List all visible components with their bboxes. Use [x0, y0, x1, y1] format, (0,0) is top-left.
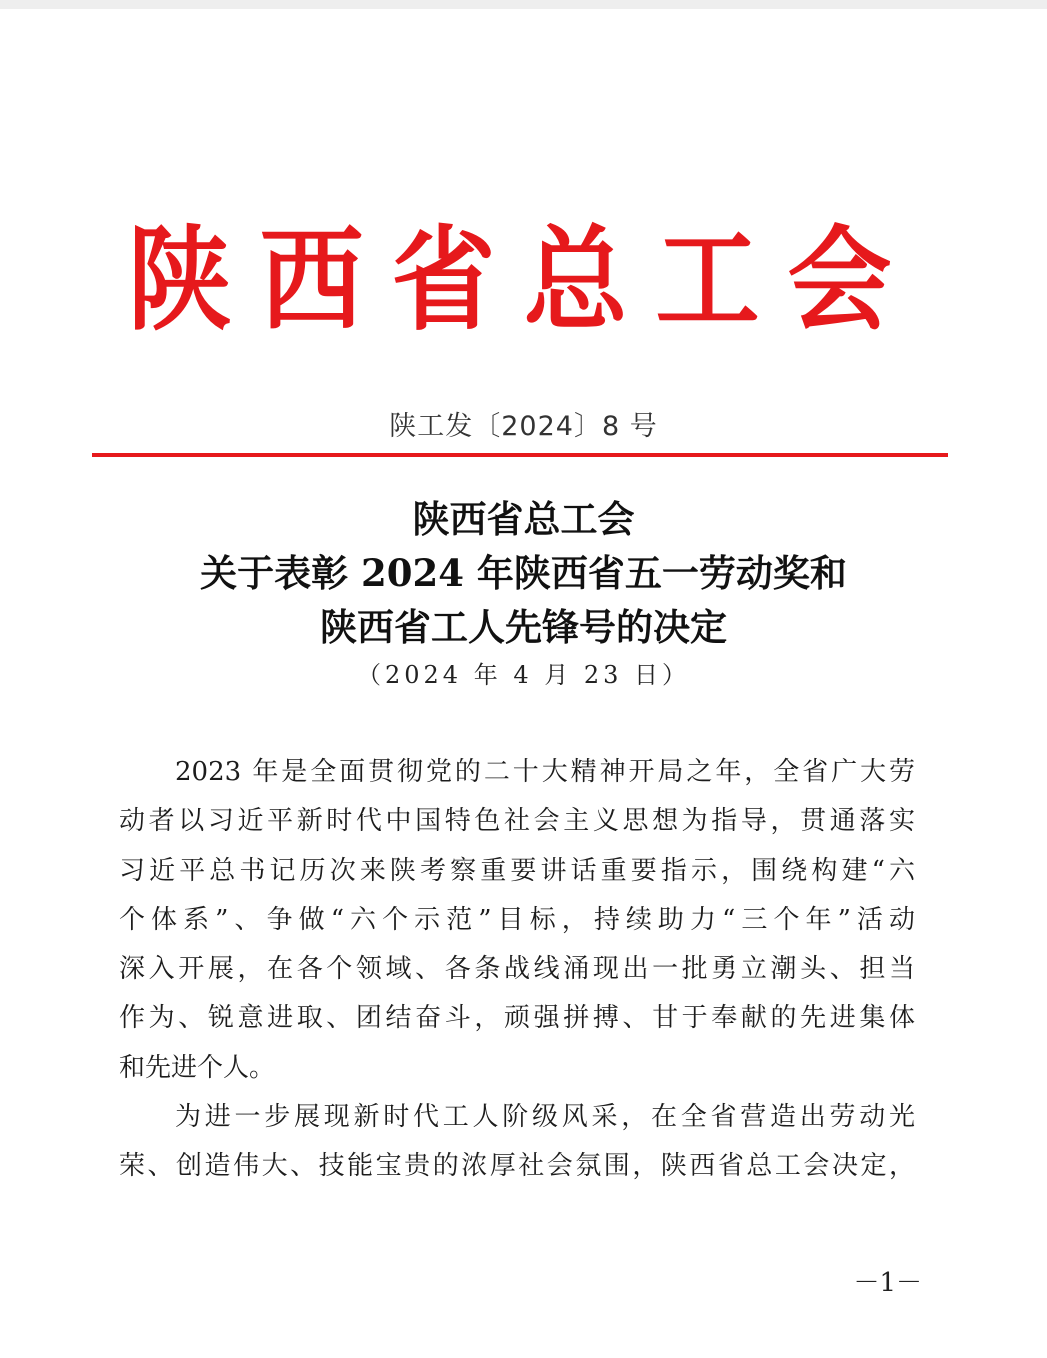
body-line: 动者以习近平新时代中国特色社会主义思想为指导，贯通落实	[119, 806, 915, 837]
body-line: 个体系”、争做“六个示范”目标，持续助力“三个年”活动	[119, 904, 915, 935]
body-line: 为进一步展现新时代工人阶级风采，在全省营造出劳动光	[175, 1102, 915, 1133]
top-strip	[0, 0, 1047, 9]
title-line-3: 陕西省工人先锋号的决定	[320, 605, 727, 649]
header-red-rule	[92, 453, 948, 457]
body-line: 和先进个人。	[119, 1052, 276, 1083]
org-masthead: 陕西省总工会	[127, 214, 920, 346]
page-number: －1－	[853, 1268, 922, 1298]
body-line: 深入开展，在各个领域、各条战线涌现出一批勇立潮头、担当	[119, 954, 915, 985]
title-line-1: 陕西省总工会	[412, 497, 635, 541]
document-header	[0, 205, 1047, 355]
document-body	[119, 748, 915, 1192]
paragraph-1	[119, 748, 915, 1093]
title-line-2: 关于表彰 2024 年陕西省五一劳动奖和	[200, 551, 847, 595]
body-line: 作为、锐意进取、团结奋斗，顽强拼搏、甘于奉献的先进集体	[119, 1003, 915, 1034]
body-line: 习近平总书记历次来陕考察重要讲话重要指示，围绕构建“六	[119, 855, 915, 886]
document-number: 陕工发〔2024〕8 号	[389, 411, 658, 442]
body-line: 2023 年是全面贯彻党的二十大精神开局之年，全省广大劳	[175, 757, 915, 787]
body-line: 荣、创造伟大、技能宝贵的浓厚社会氛围，陕西省总工会决定，	[119, 1151, 915, 1182]
document-title	[0, 492, 1047, 654]
paragraph-2	[119, 1093, 915, 1192]
document-date: （2024 年 4 月 23 日）	[356, 661, 691, 689]
